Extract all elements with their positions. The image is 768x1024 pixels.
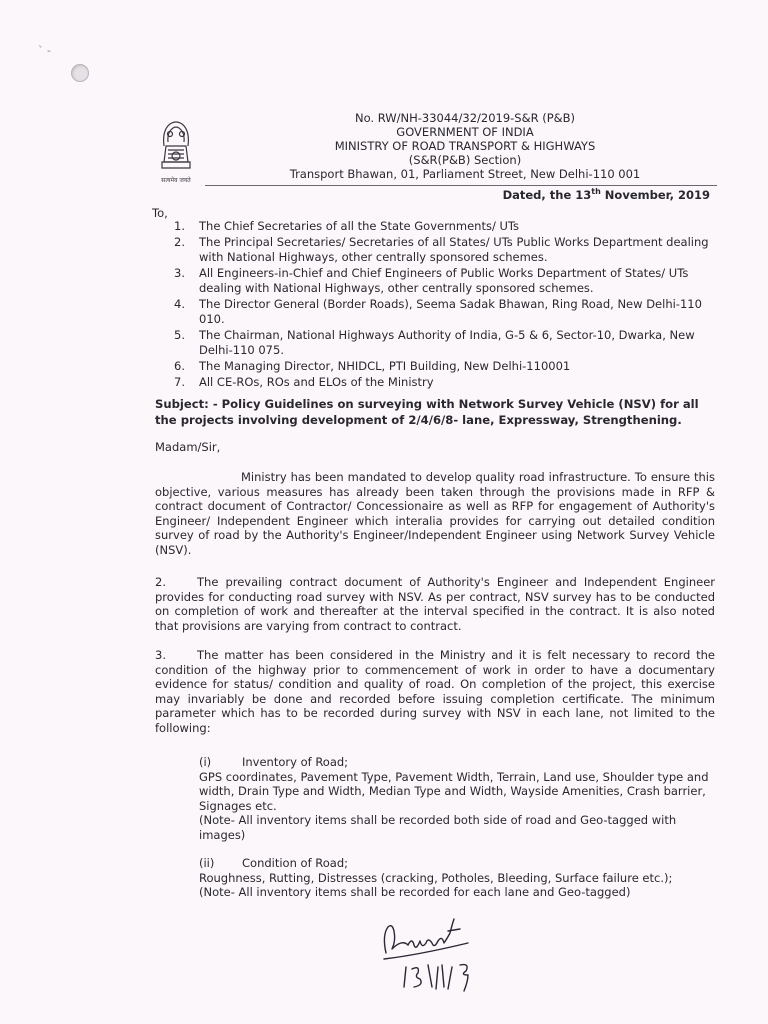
item-inventory-of-road: (i) Inventory of Road; GPS coordinates, Pavement Type, Pavement Width, Terrain, Land use, Shoulder type and width, Drain Type and Width, Median Type and Width, Wayside Amenities, Crash barrier, Signages etc. (Note- All inventory items shall be recorded both side of road and Geo-tagged with images) (199, 755, 715, 843)
recipient-item: 7. All CE-ROs, ROs and ELOs of the Ministry (174, 375, 434, 389)
salutation: Madam/Sir, (155, 440, 221, 454)
recipient-item: 5. The Chairman, National Highways Authority of India, G-5 & 6, Sector-10, Dwarka, New Delhi-110 075. (174, 328, 695, 357)
header-divider (205, 185, 717, 186)
recipient-item: 3. All Engineers-in-Chief and Chief Engineers of Public Works Department of States/ UTs dealing with National Highways, other centrally sponsored schemes. (174, 266, 689, 295)
subject-line: Subject: - Policy Guidelines on surveying with Network Survey Vehicle (NSV) for all the projects involving development of 2/4/6/8- lane, Expressway, Strengthening. (155, 397, 699, 427)
recipient-item: 1. The Chief Secretaries of all the State Governments/ UTs (174, 219, 520, 233)
recipient-item: 6. The Managing Director, NHIDCL, PTI Building, New Delhi-110001 (174, 359, 571, 373)
reference-number: No. RW/NH-33044/32/2019-S&R (P&B) (355, 111, 575, 125)
recipient-item: 4. The Director General (Border Roads), Seema Sadak Bhawan, Ring Road, New Delhi-110 010. (174, 297, 702, 326)
item-body: GPS coordinates, Pavement Type, Pavement Width, Terrain, Land use, Shoulder type and width, Drain Type and Width, Median Type and Width, Wayside Amenities, Crash barrier, Signages etc. (199, 769, 709, 813)
item-note: (Note- All inventory items shall be recorded both side of road and Geo-tagged with images) (199, 813, 677, 842)
scan-mark: ˋ - (38, 44, 51, 57)
ministry-line: MINISTRY OF ROAD TRANSPORT & HIGHWAYS (334, 139, 596, 153)
emblem-caption: सत्यमेव जयते (161, 177, 191, 184)
section-line: (S&R(P&B) Section) (408, 153, 522, 167)
item-condition-of-road: (ii) Condition of Road; Roughness, Rutting, Distresses (cracking, Potholes, Bleeding, Surface failure etc.); (Note- All inventory items shall be recorded for each lane and Geo-tagged) (199, 856, 715, 900)
handwritten-signature (378, 915, 488, 995)
address-line: Transport Bhawan, 01, Parliament Street, New Delhi-110 001 (289, 167, 641, 181)
national-emblem-icon (150, 116, 202, 188)
to-label: To, (152, 206, 168, 220)
paragraph-2: 2. The prevailing contract document of Authority's Engineer and Independent Engineer provides for conducting road survey with NSV. As per contract, NSV survey has to be conducted on completion of work and thereafter at the interval specified in the contract. It is also noted that provisions are varying from contract to contract. (155, 575, 715, 633)
recipient-list (174, 219, 714, 391)
government-line: GOVERNMENT OF INDIA (396, 125, 534, 139)
item-body: Roughness, Rutting, Distresses (cracking, Potholes, Bleeding, Surface failure etc.); (199, 870, 673, 885)
paragraph-3: 3. The matter has been considered in the Ministry and it is felt necessary to record the condition of the highway prior to commencement of work in order to have a documentary evidence for status/ condition and quality of road. On completion of the project, this exercise may invariably be done and recorded before issuing completion certificate. The minimum parameter which has to be recorded during survey with NSV in each lane, not limited to the following: (155, 648, 715, 735)
recipient-item: 2. The Principal Secretaries/ Secretaries of all States/ UTs Public Works Department dealing with National Highways, other centrally sponsored schemes. (174, 235, 709, 264)
date-line: Dated, the 13th November, 2019 (502, 187, 710, 202)
punch-hole (71, 64, 89, 82)
paragraph-1: Ministry has been mandated to develop quality road infrastructure. To ensure this objective, various measures has already been taken through the provisions made in RFP & contract document of Contractor/ Concessionaire as well as RFP for engagement of Authority's Engineer/ Independent Engineer which interalia provides for carrying out detailed condition survey of road by the Authority's Engineer/Independent Engineer using Network Survey Vehicle (NSV). (155, 470, 715, 557)
item-note: (Note- All inventory items shall be recorded for each lane and Geo-tagged) (199, 885, 631, 900)
